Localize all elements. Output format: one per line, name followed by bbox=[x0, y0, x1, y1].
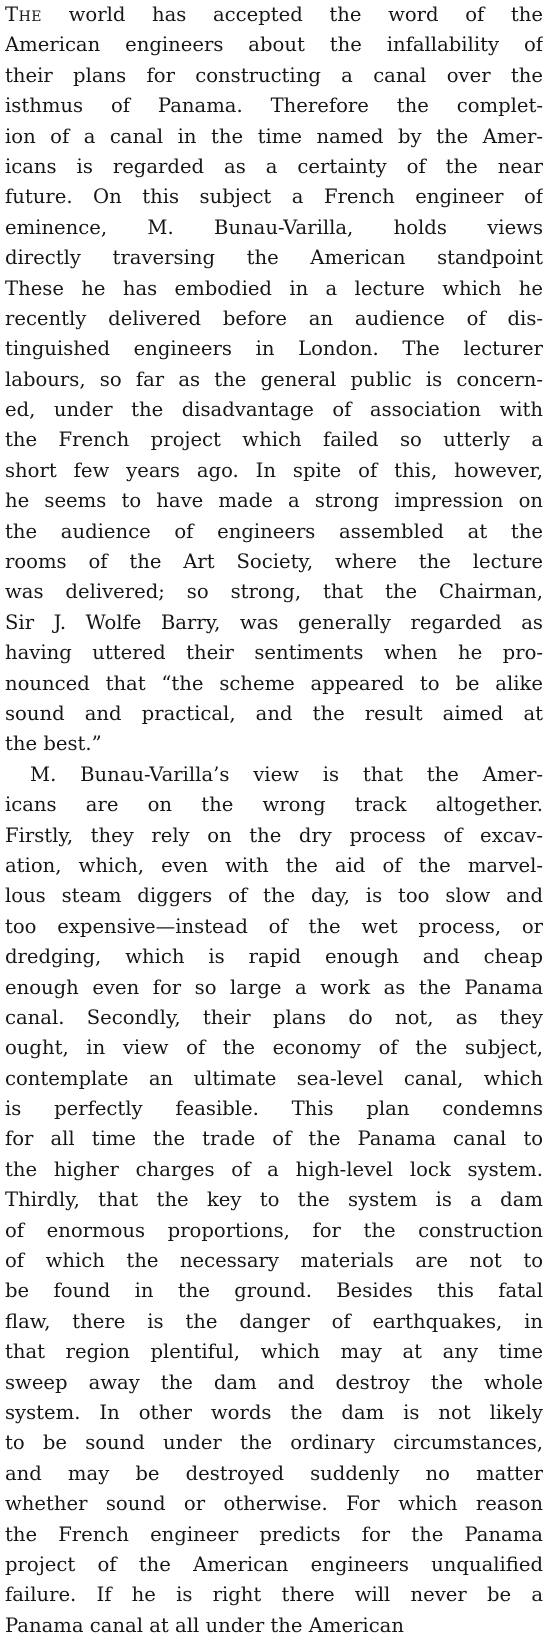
text-line: ion of a canal in the time named by the Amer- bbox=[5, 124, 543, 148]
text-line: Panama canal at all under the American bbox=[5, 1613, 404, 1637]
text-line: recently delivered before an audience of dis- bbox=[5, 306, 543, 330]
text-line: icans is regarded as a certainty of the near bbox=[5, 154, 543, 178]
text-line: dredging, which is rapid enough and cheap bbox=[5, 945, 543, 969]
text-line: enough even for so large a work as the Panama bbox=[5, 975, 543, 999]
text-line: Firstly, they rely on the dry process of excav- bbox=[5, 823, 543, 847]
text-line: the French engineer predicts for the Panama bbox=[5, 1522, 543, 1546]
text-line: be found in the ground. Besides this fatal bbox=[5, 1279, 543, 1303]
text-line: ation, which, even with the aid of the marvel- bbox=[5, 853, 543, 877]
text-line: and may be destroyed suddenly no matter bbox=[5, 1461, 543, 1485]
text-line: sweep away the dam and destroy the whole bbox=[5, 1370, 543, 1394]
line-text: world has accepted the word of the bbox=[42, 3, 543, 26]
lead-word: The bbox=[5, 3, 42, 26]
text-line: project of the American engineers unqualified bbox=[5, 1552, 543, 1576]
text-line: the audience of engineers assembled at the bbox=[5, 519, 543, 543]
text-line: too expensive—instead of the wet process, or bbox=[5, 914, 543, 938]
text-line: lous steam diggers of the day, is too slow and bbox=[5, 884, 543, 908]
text-line: of enormous proportions, for the construction bbox=[5, 1218, 543, 1242]
text-line: was delivered; so strong, that the Chairman, bbox=[5, 580, 543, 604]
paragraph bbox=[5, 760, 543, 1641]
text-line: he seems to have made a strong impression on bbox=[5, 489, 543, 513]
text-line: their plans for constructing a canal over the bbox=[5, 63, 543, 87]
text-line: future. On this subject a French engineer of bbox=[5, 185, 543, 209]
text-line: for all time the trade of the Panama canal to bbox=[5, 1127, 543, 1151]
text-line: ought, in view of the economy of the subject, bbox=[5, 1036, 543, 1060]
text-line: the best.” bbox=[5, 732, 102, 756]
text-line: whether sound or otherwise. For which reason bbox=[5, 1492, 543, 1516]
text-line: the higher charges of a high-level lock system. bbox=[5, 1157, 543, 1181]
text-line: of which the necessary materials are not to bbox=[5, 1249, 543, 1273]
text-line bbox=[5, 0, 543, 30]
text-line: rooms of the Art Society, where the lecture bbox=[5, 550, 543, 574]
text-line: isthmus of Panama. Therefore the complet- bbox=[5, 94, 543, 118]
text-line: contemplate an ultimate sea-level canal, which bbox=[5, 1066, 543, 1090]
text-line: sound and practical, and the result aimed at bbox=[5, 701, 543, 725]
text-line: that region plentiful, which may at any time bbox=[5, 1340, 543, 1364]
text-line: Thirdly, that the key to the system is a dam bbox=[5, 1188, 543, 1212]
text-line: labours, so far as the general public is concern- bbox=[5, 367, 543, 391]
text-line: Sir J. Wolfe Barry, was generally regarded as bbox=[5, 610, 543, 634]
text-line: short few years ago. In spite of this, however, bbox=[5, 458, 543, 482]
text-line: having uttered their sentiments when he pro- bbox=[5, 641, 543, 665]
text-line: American engineers about the infallability of bbox=[5, 33, 543, 57]
text-line: eminence, M. Bunau-Varilla, holds views bbox=[5, 215, 543, 239]
text-line: nounced that “the scheme appeared to be alike bbox=[5, 671, 543, 695]
text-line: icans are on the wrong track altogether. bbox=[5, 793, 543, 817]
text-line: canal. Secondly, their plans do not, as they bbox=[5, 1005, 543, 1029]
text-line: to be sound under the ordinary circumstances, bbox=[5, 1431, 543, 1455]
text-line: M. Bunau-Varilla’s view is that the Amer- bbox=[30, 762, 543, 786]
paragraph bbox=[5, 0, 543, 760]
text-line: These he has embodied in a lecture which he bbox=[5, 276, 543, 300]
text-line: tinguished engineers in London. The lecturer bbox=[5, 337, 543, 361]
text-line: ed, under the disadvantage of association with bbox=[5, 398, 543, 422]
text-line: failure. If he is right there will never be a bbox=[5, 1583, 543, 1607]
text-line: is perfectly feasible. This plan condemns bbox=[5, 1097, 543, 1121]
text-line: system. In other words the dam is not likely bbox=[5, 1400, 543, 1424]
text-line: directly traversing the American standpoint bbox=[5, 246, 543, 270]
text-line: flaw, there is the danger of earthquakes, in bbox=[5, 1309, 543, 1333]
text-line: the French project which failed so utterly a bbox=[5, 428, 543, 452]
article-text bbox=[5, 0, 543, 1641]
